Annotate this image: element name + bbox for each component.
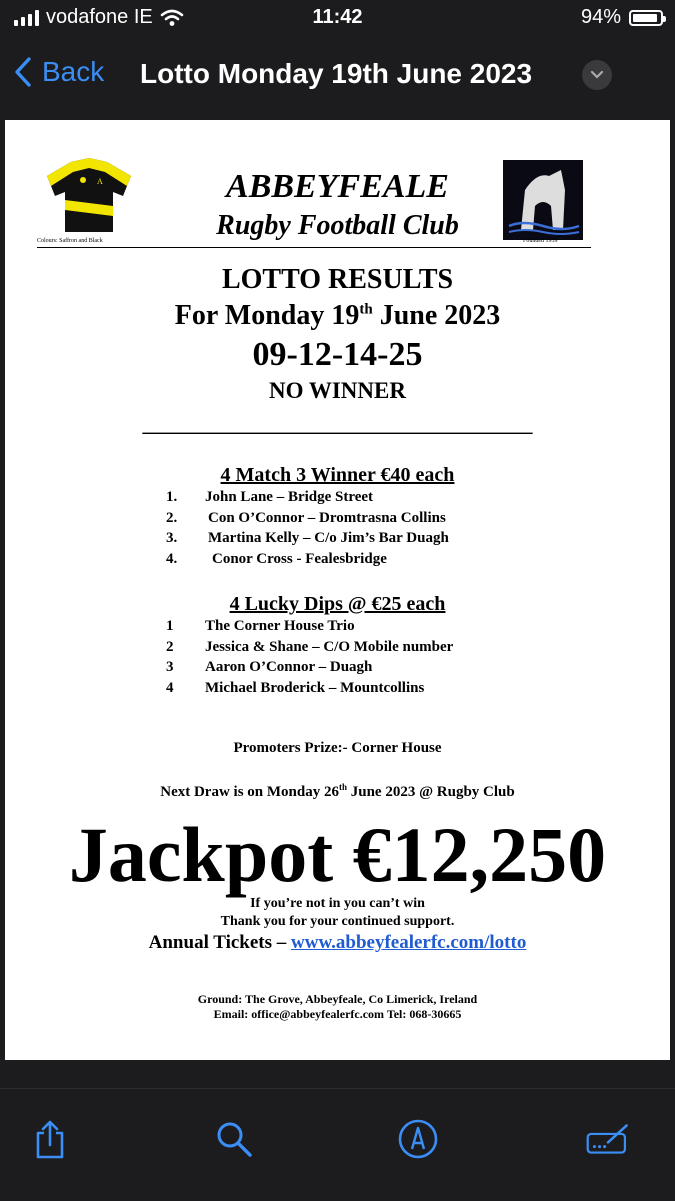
- title-menu-button[interactable]: [582, 60, 612, 90]
- match3-winner: Martina Kelly – C/o Jim’s Bar Duagh: [208, 530, 449, 546]
- chevron-down-icon: [590, 70, 604, 80]
- match3-winner: John Lane – Bridge Street: [205, 489, 374, 505]
- lucky-winner: The Corner House Trio: [205, 618, 355, 634]
- club-name: ABBEYFEALE: [226, 168, 449, 205]
- share-icon: [32, 1119, 68, 1159]
- header-rule-left: [37, 247, 191, 248]
- lucky-winner: Jessica & Shane – C/O Mobile number: [205, 638, 454, 655]
- markup-icon: [397, 1118, 439, 1160]
- contact-info: Email: office@abbeyfealerfc.com Tel: 068-30665: [213, 1007, 462, 1021]
- status-bar: [0, 0, 675, 38]
- annotate-icon: [586, 1119, 630, 1159]
- lotto-link[interactable]: www.abbeyfealerfc.com/lotto: [291, 932, 527, 953]
- battery-icon: [629, 10, 663, 26]
- match3-number: 3.: [166, 530, 178, 546]
- founded-caption: Founded 1959: [523, 238, 558, 244]
- next-draw-rest: June 2023 @ Rugby Club: [347, 784, 515, 800]
- annotate-button[interactable]: [586, 1117, 630, 1161]
- nav-bar: [0, 44, 675, 108]
- divider-rule: _______________________________________: [142, 414, 533, 436]
- colours-caption: Colours: Saffron and Black: [37, 238, 103, 244]
- lucky-winner: Aaron O’Connor – Duagh: [205, 659, 373, 675]
- annual-tickets-label: Annual Tickets –: [148, 932, 292, 953]
- next-draw-text: Next Draw is on Monday 26: [160, 784, 339, 800]
- back-button[interactable]: [14, 56, 104, 88]
- club-crest: [503, 160, 583, 240]
- battery-group: [581, 6, 663, 29]
- match3-number: 4.: [166, 550, 178, 567]
- match3-title: 4 Match 3 Winner €40 each: [220, 464, 455, 486]
- next-draw-sup: th: [338, 782, 347, 792]
- next-draw: [5, 782, 670, 801]
- results-date-text: For Monday 19: [174, 300, 360, 331]
- jackpot-amount: Jackpot €12,250: [68, 811, 607, 898]
- lucky-number: 1: [166, 618, 174, 634]
- winning-numbers: 09-12-14-25: [252, 336, 423, 373]
- lucky-number: 3: [166, 659, 174, 675]
- page-title[interactable]: Lotto Monday 19th June 2023: [140, 58, 533, 89]
- chevron-left-icon: [14, 56, 32, 88]
- carrier-label: vodafone IE: [46, 6, 153, 28]
- crest-icon: [503, 160, 583, 240]
- back-label: Back: [42, 56, 105, 87]
- match3-winner: Conor Cross - Fealesbridge: [212, 550, 387, 567]
- results-date-sup: th: [359, 301, 373, 318]
- match3-number: 2.: [166, 509, 178, 526]
- no-winner-label: NO WINNER: [269, 378, 406, 403]
- lucky-number: 4: [166, 679, 174, 696]
- promoters-prize: Promoters Prize:- Corner House: [233, 740, 442, 756]
- tagline-2: Thank you for your continued support.: [220, 914, 455, 929]
- lotto-document: [5, 120, 670, 1060]
- results-date-year: June 2023: [372, 300, 501, 331]
- results-title: LOTTO RESULTS: [221, 264, 454, 295]
- ground-address: Ground: The Grove, Abbeyfeale, Co Limerick, Ireland: [197, 992, 478, 1006]
- match3-number: 1.: [166, 489, 178, 505]
- battery-percent: 94%: [580, 6, 621, 28]
- clock: 11:42: [312, 6, 363, 28]
- lucky-number: 2: [166, 638, 174, 655]
- lucky-winner: Michael Broderick – Mountcollins: [205, 679, 425, 696]
- search-icon: [214, 1119, 254, 1159]
- share-button[interactable]: [28, 1117, 72, 1161]
- search-button[interactable]: [212, 1117, 256, 1161]
- bottom-toolbar: [0, 1088, 675, 1201]
- club-subtitle: Rugby Football Club: [216, 210, 459, 241]
- tagline-1: If you’re not in you can’t win: [250, 896, 425, 911]
- match3-winner: Con O’Connor – Dromtrasna Collins: [208, 509, 446, 526]
- annual-tickets: [5, 932, 670, 954]
- results-date: [5, 300, 670, 332]
- svg-text:A: A: [97, 177, 103, 186]
- lucky-dips-title: 4 Lucky Dips @ €25 each: [229, 593, 446, 615]
- markup-button[interactable]: [396, 1117, 440, 1161]
- header-rule-right: [191, 247, 591, 248]
